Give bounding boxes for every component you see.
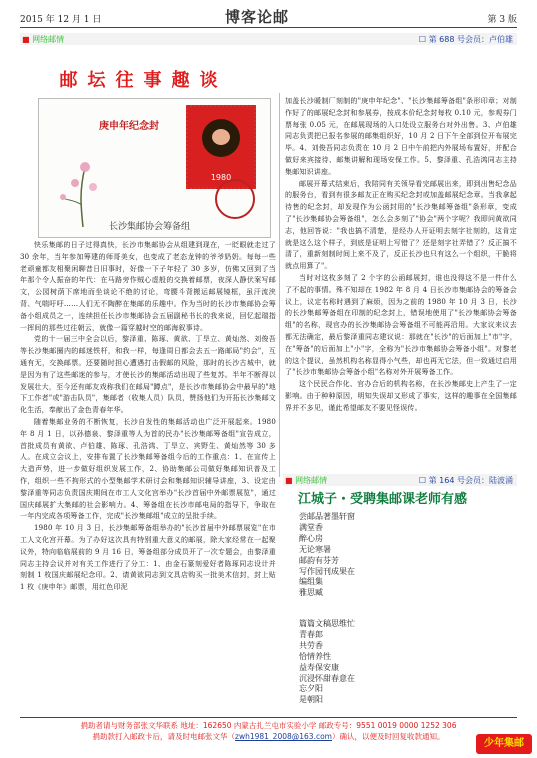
paragraph: 当时对这枚多刻了 2 个字的公函邮展封，谁也没得这不是一件什么了不起的事情。殊不知却在 1982 年 8 月 4 日长沙市集邮协会的筹备会议上，议定名称时遇到了麻烦，因为之前的 1980 年 10 月 3 日，长沙的长沙集邮筹备组在印制的纪念封上，错误地使用了"长沙集邮协会筹备组"的名称，现官办的长沙集邮协会筹备组不可能再沿用。大家议来议去都无法确定，最后黎泽重同志建议说：那就在"长沙"的后面加上"市"字，在"筹备"的后面加上"小"字，全称为"长沙市集邮协会筹备小组"。对黎老的这个提议，虽然机构名称显得小气些，却也再无它法，但一致通过启用了"长沙市集邮协会筹备小组"名称对外开展筹备工作。 — [285, 273, 517, 377]
footer-email-link[interactable]: zwh1981_2008@163.com — [235, 732, 332, 741]
article2-band — [283, 474, 517, 486]
poem-line: 尝邮品著墨轩窗 — [299, 512, 355, 521]
member-label: 第 688 号会员：卢伯雄 — [428, 35, 513, 44]
poem-title: 江城子・受聘集邮课老师有感 — [298, 492, 468, 507]
paragraph: 邮展开幕式结束后，我陪同有关领导看完邮展出来，即到出售纪念品的服务台，看到有很多邮友正在购买纪念封或加盖邮展纪念章。当我拿起待售的纪念封，却发现作为公函封用的"长沙集邮筹备组"条形章，变成了"长沙集邮协会筹备组"，怎么会多刻了"协会"两个字呢？我即问黄欲同志，他回答说："我也搞不清楚，是经办人开证明去刻字社刻的，这肯定就是这么这个样子，到底是证明上写错了？还是刻字社弄错了？反正搞不清了，重新刻制时间上来不及了，反正长沙也只有这么一个组织，干脆将就点用算了"。 — [285, 179, 517, 271]
poem-line: 编组集 — [299, 577, 323, 587]
flower-icon — [53, 157, 111, 227]
poem-stanza-2 — [299, 619, 355, 706]
page-header — [20, 6, 517, 26]
section-tag — [22, 34, 64, 45]
article1-left-column — [20, 240, 276, 710]
article1-band — [20, 33, 517, 45]
member-label: 第 164 号会员：陆波涌 — [428, 476, 513, 485]
poem-stanza-1 — [299, 512, 355, 599]
youth-philately-logo: 少年集邮 — [476, 734, 532, 754]
poem-line: 雅思臧 — [299, 588, 323, 598]
paragraph: 快乐集邮的日子过得真快，长沙市集邮协会从组建到现在，一眨眼就走过了 30 余年，当年参加筹建的师哥美女，也变成了老态龙钟的爷爷奶奶。每每一些老顽童都友相聚闲聊昔日旧事时，好像一下子年轻了 30 多岁，仿佛又回到了当年那个令人振奋的年代：在马路旁作贼心虚般的交换着邮票，夜深人静伏案写邮文，公园树荫下席地而坐谈论不绝的讨论，弯腰斗背搬运邮展镜框，虽汗流浃背、气喘吁吁……人们无不陶醉在集邮的乐趣中。作为当时的长沙市集邮协会筹备小组成员之一，连续担任长沙市集邮协会五届副秘书长的我来说，回忆起瑞指一挥间的那些过往朝云，就像一篇穿越时空的邮海叙事诗。 — [20, 241, 276, 332]
footer-text: ）确认，以便及时回复收款通知。 — [331, 732, 445, 741]
poem-line: 青春郎 — [299, 629, 323, 639]
poem-line: 是朝阳 — [299, 695, 323, 705]
column-divider — [279, 93, 280, 477]
postmark-icon — [215, 179, 255, 219]
cover-sender: 长沙集邮协会筹备组 — [109, 222, 191, 232]
poem-line: 忘夕阳 — [299, 684, 323, 694]
footer-rule — [20, 717, 517, 718]
poem-line: 邮韵有芬芳 — [299, 555, 339, 565]
article1-right-column — [285, 96, 517, 476]
footer-text: 捐助款打入邮政卡后，请及时电邮张文华（ — [92, 732, 236, 741]
poem-line: 益寿保安康 — [299, 662, 339, 672]
footer-line-1: 捐助者请与财务部张文华联系 地址：162650 内蒙古扎兰屯市实验小学 邮政专号：9551 0019 0000 1252 306 — [80, 721, 457, 730]
poem-line: 无论寒暑 — [299, 544, 331, 554]
square-icon: ■ — [22, 35, 30, 44]
paragraph: 这个民民合作化、官办合后的机构名称，在长沙集邮史上产生了一定影响。由于种种原因，明知失误却又形成了事实，这样的趣事在全国集邮界并不多见，谨此希望邮友不要见怪误传。 — [285, 380, 517, 412]
paragraph: 1980 年 10 月 3 日，长沙集邮筹备组举办的"长沙首届中外邮票展览"在市工人文化宫开幕。为了办好这次具有特别重大意义的邮展，除大家经常在一起聚议外，特向临临展前的 9 月 16 日，筹备组部分成员开了一次专题会，由黎泽重同志主持会议并对有关工作进行了分工：1、由金石篆刻爱好者陈琢同志设计并刻制 1 枚国庆邮展纪念印。2、请黄欲同志到文具店购买一批美术信封，封上贴 1 枚《庚申年》邮票，用红色印泥 — [20, 524, 276, 592]
poem-line: 写作园刊成果在 — [299, 566, 355, 576]
page-footer — [20, 720, 517, 742]
square-icon: ■ — [285, 476, 293, 485]
poem-line: 沉浸怀甜春意在 — [299, 673, 355, 683]
cover-title: 庚申年纪念封 — [99, 121, 159, 132]
member-line: ☐ 第 164 号会员：陆波涌 — [418, 476, 513, 485]
paragraph: 随着集邮业务的不断恢复，长沙自发性的集邮活动也广泛开展起来。1980 年 8 月 1 日，以孙德泉、黎泽重等人为首的民办"长沙集邮筹备组"宣告成立，首批成员有黄欲、卢伯雄、陈琢、孔浩鸿、丁旱立、宾野生、黄灿然等 30 多人。在成立会议上，安排布置了长沙集邮筹备组今后的工作重点：1、在宣传上大造声势，进一步做好组织发展工作，2、协助集邮公司做好集邮知识普及工作，组织一些不拘形式的小型集邮学术研讨会和集邮知识辅导讲座，3、设定由黎泽重等同志负责国庆期间在市工人文化宫举办"长沙首届中外邮票展览"，通过国庆邮展扩大集邮的社会影响力。4、筹备组在长沙市邮电局的指导下，争取在一年内完成各项筹备工作，完成"长沙集邮组"成立的呈批手续。 — [20, 417, 276, 521]
article-title: 邮坛往事趣谈 — [59, 70, 228, 91]
footer-line-2 — [20, 731, 517, 742]
paragraph: 加盖长沙暖制厂刻制的"庚申年纪念"、"长沙集邮筹备组"条形印章；对制作好了的邮展纪念封和参展券，按成本价纪念封每枚 0.10 元，参观券门票每张 0.05 元，在邮展现场的入口处设立服务台对外出售。3、卢伯雄同志负责把已报名参展的邮集组织好，10 月 2 日下午全部到位开布展完毕。4、刘俊吾同志负责在 10 月 2 日中午前把内外展场布置好，并配合做好来宾接待、邮集讲解和现场安保工作。5、黎泽重、孔浩鸿同志主持集邮知识讲座。 — [285, 97, 517, 176]
poem-line: 满堂香 — [299, 522, 323, 532]
poem-line: 恰情养性 — [299, 651, 331, 661]
section-tag — [285, 475, 327, 486]
monkey-stamp-icon — [186, 105, 256, 189]
commemorative-cover-image — [38, 98, 271, 238]
issue-date: 2015 年 12 月 1 日 — [20, 15, 102, 25]
member-line: ☐ 第 688 号会员：卢伯雄 — [418, 35, 513, 44]
masthead: 博客论邮 — [225, 8, 290, 26]
page-number: 第 3 版 — [487, 15, 517, 25]
monkey-face-icon — [212, 129, 230, 145]
poem-line: 醉心房 — [299, 533, 323, 543]
section-tag-label: 网络邮情 — [32, 35, 65, 44]
paragraph: 党的十一届三中全会以后，黎泽重、陈琢、黄欲、丁旱立、黄灿然、刘俊吾等长沙集邮圈内的邮迷铁杆，和我一样，每逢周日都会去五一路邮局"约会"，互通有无，交换邮票。还要随时担心遭遇打击假邮的风险，那时的长沙古城中，就是因为有了这些邮迷的参与，才使长沙的集邮活动出现了些复苏。半年不断得以发展壮大，至今还有邮友戏称我们在邮局"蹲点"，是长沙市集邮协会中最早的"地下工作者"或"游击队员"，集邮者（收集人员）队员，赞扬他们为开拓长沙集邮文化生活，奉献出了金色青春年华。 — [20, 335, 276, 415]
poem-line: 篇篇文稿思维忙 — [299, 619, 355, 628]
header-rule — [20, 27, 517, 28]
stamp-year: 1980 — [210, 173, 232, 182]
poem-line: 共劳香 — [299, 640, 323, 650]
section-tag-label: 网络邮情 — [295, 476, 328, 485]
